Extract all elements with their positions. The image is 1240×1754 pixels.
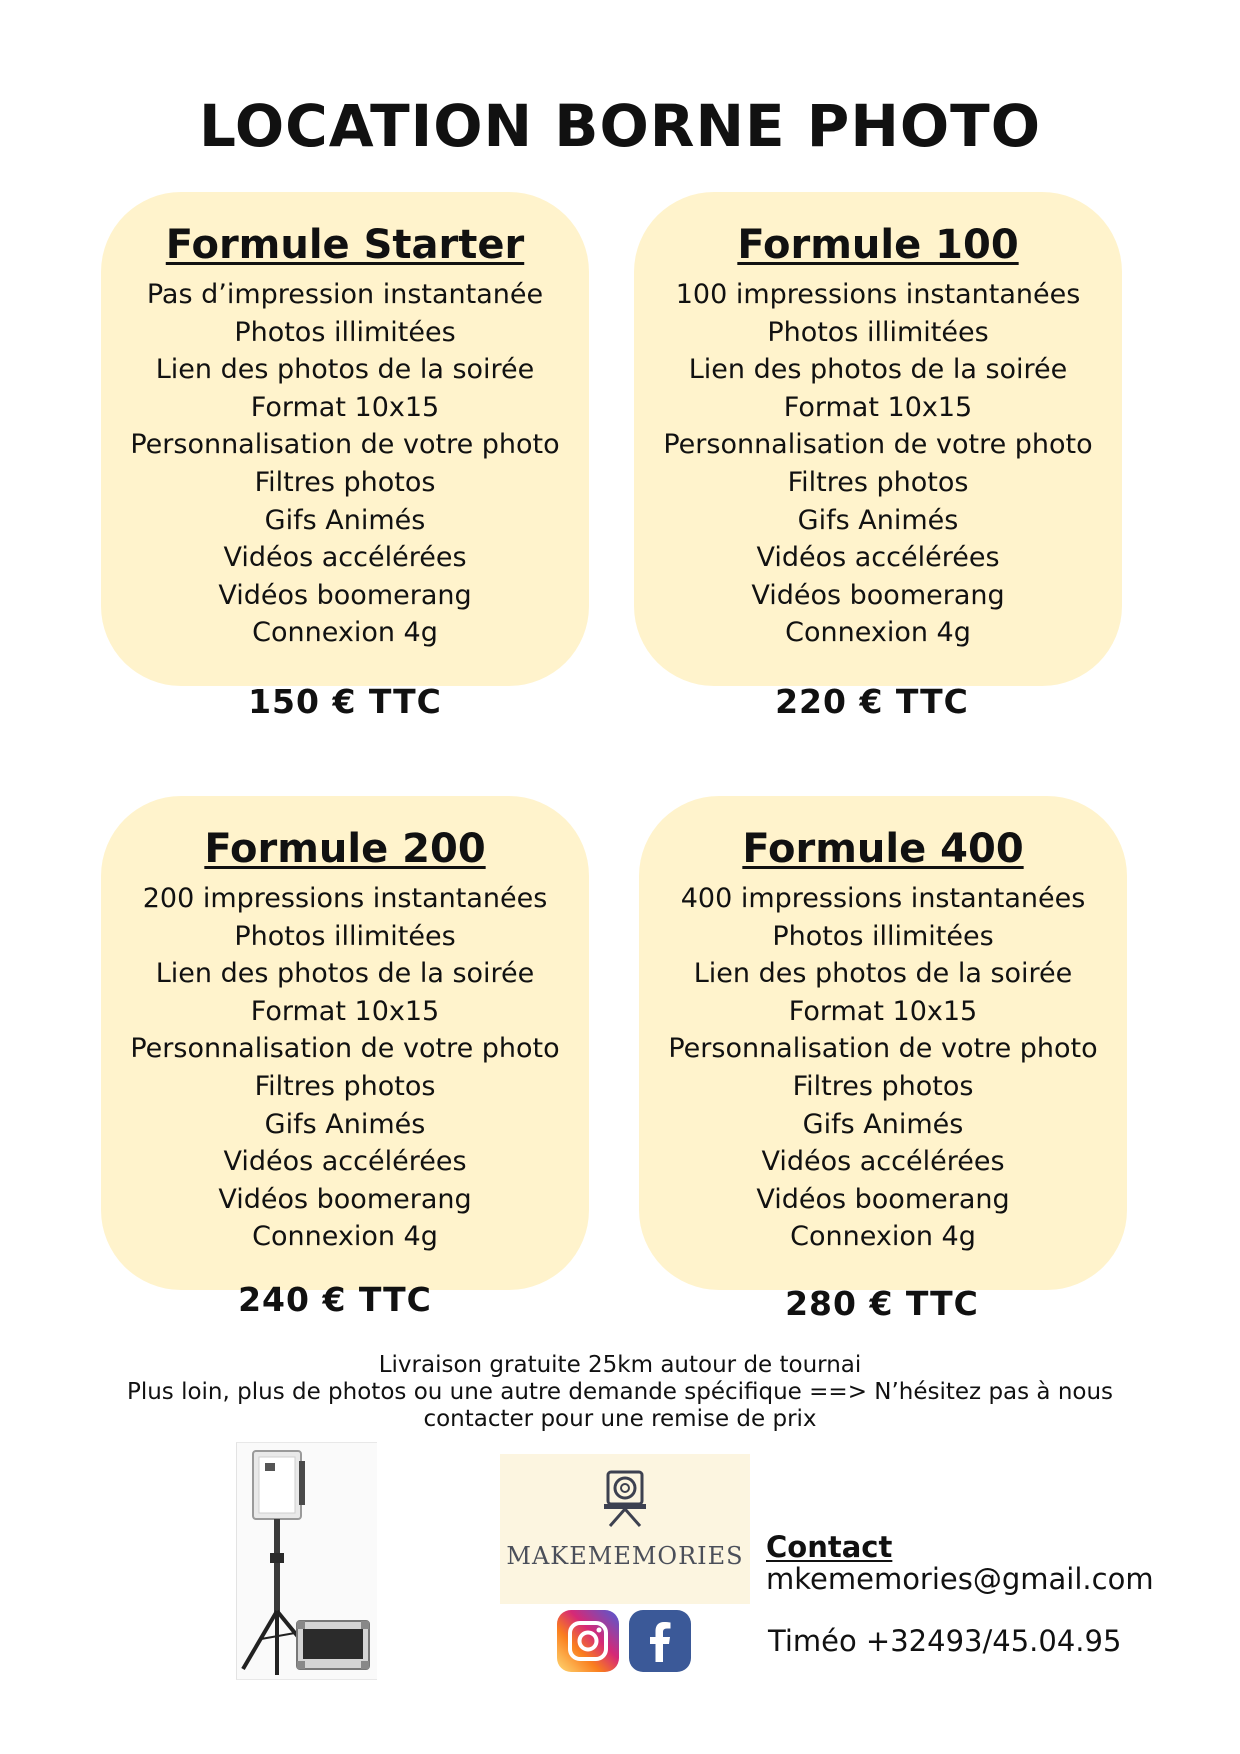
facebook-icon[interactable] bbox=[629, 1610, 691, 1672]
feature-item: 100 impressions instantanées bbox=[675, 279, 1081, 310]
feature-item: Filtres photos bbox=[254, 466, 436, 498]
feature-item: Format 10x15 bbox=[783, 391, 973, 423]
formula-title: Formule 200 bbox=[204, 826, 486, 872]
feature-item: Photos illimitées bbox=[234, 316, 456, 348]
notes-line: contacter pour une remise de prix bbox=[423, 1406, 817, 1432]
feature-item: Personnalisation de votre photo bbox=[668, 1033, 1098, 1065]
feature-item: Format 10x15 bbox=[250, 995, 440, 1027]
camera-icon bbox=[598, 1466, 652, 1528]
feature-item: Lien des photos de la soirée bbox=[155, 354, 535, 386]
feature-item: Filtres photos bbox=[792, 1070, 974, 1102]
formula-price: 150 € TTC bbox=[248, 682, 442, 721]
feature-item: Photos illimitées bbox=[767, 316, 989, 348]
feature-item: Vidéos boomerang bbox=[751, 579, 1005, 611]
feature-item: Gifs Animés bbox=[797, 504, 959, 536]
feature-item: Gifs Animés bbox=[802, 1108, 964, 1140]
feature-item: Lien des photos de la soirée bbox=[693, 958, 1073, 990]
page-title: LOCATION BORNE PHOTO bbox=[198, 92, 1042, 160]
formula-title: Formule 400 bbox=[742, 826, 1024, 872]
delivery-notes bbox=[0, 1352, 1240, 1433]
feature-item: Format 10x15 bbox=[788, 995, 978, 1027]
feature-item: Connexion 4g bbox=[252, 1221, 438, 1253]
feature-list bbox=[629, 880, 1137, 1256]
contact-heading: Contact bbox=[766, 1530, 893, 1564]
feature-item: Personnalisation de votre photo bbox=[663, 429, 1093, 461]
feature-item: Vidéos boomerang bbox=[756, 1183, 1010, 1215]
formula-title: Formule Starter bbox=[165, 222, 525, 268]
feature-item: Vidéos accélérées bbox=[223, 542, 467, 574]
logo-text: MAKEMEMORIES bbox=[506, 1542, 744, 1570]
feature-item: Format 10x15 bbox=[250, 391, 440, 423]
feature-item: Filtres photos bbox=[787, 466, 969, 498]
contact-phone[interactable]: Timéo +32493/45.04.95 bbox=[768, 1624, 1122, 1658]
formula-card-400 bbox=[639, 796, 1127, 1290]
feature-item: Pas d’impression instantanée bbox=[146, 279, 544, 310]
feature-item: Lien des photos de la soirée bbox=[155, 958, 535, 990]
feature-item: Gifs Animés bbox=[264, 504, 426, 536]
feature-list bbox=[624, 276, 1132, 652]
formula-card-starter bbox=[101, 192, 589, 686]
feature-item: Vidéos boomerang bbox=[218, 579, 472, 611]
instagram-icon[interactable] bbox=[557, 1610, 619, 1672]
brand-logo bbox=[500, 1454, 750, 1604]
formula-card-200 bbox=[101, 796, 589, 1290]
formula-price: 280 € TTC bbox=[785, 1284, 979, 1323]
formula-title: Formule 100 bbox=[737, 222, 1019, 268]
feature-item: Gifs Animés bbox=[264, 1108, 426, 1140]
feature-item: 400 impressions instantanées bbox=[680, 883, 1086, 914]
feature-item: Connexion 4g bbox=[252, 617, 438, 649]
feature-item: Personnalisation de votre photo bbox=[130, 429, 560, 461]
feature-item: Personnalisation de votre photo bbox=[130, 1033, 560, 1065]
feature-item: Vidéos accélérées bbox=[223, 1146, 467, 1178]
formula-card-100 bbox=[634, 192, 1122, 686]
feature-item: Vidéos boomerang bbox=[218, 1183, 472, 1215]
feature-list bbox=[91, 276, 599, 652]
feature-item: Connexion 4g bbox=[785, 617, 971, 649]
contact-email[interactable]: mkememories@gmail.com bbox=[766, 1562, 1154, 1596]
notes-line: Livraison gratuite 25km autour de tournai bbox=[378, 1352, 862, 1378]
feature-item: Photos illimitées bbox=[772, 920, 994, 952]
feature-item: Filtres photos bbox=[254, 1070, 436, 1102]
feature-item: Photos illimitées bbox=[234, 920, 456, 952]
formula-price: 220 € TTC bbox=[775, 682, 969, 721]
feature-item: Connexion 4g bbox=[790, 1221, 976, 1253]
feature-item: Lien des photos de la soirée bbox=[688, 354, 1068, 386]
formula-price: 240 € TTC bbox=[238, 1280, 432, 1319]
feature-item: Vidéos accélérées bbox=[756, 542, 1000, 574]
notes-line: Plus loin, plus de photos ou une autre demande spécifique ==> N’hésitez pas à nous bbox=[126, 1379, 1114, 1405]
photo-booth-image bbox=[236, 1442, 377, 1680]
feature-item: 200 impressions instantanées bbox=[142, 883, 548, 914]
feature-item: Vidéos accélérées bbox=[761, 1146, 1005, 1178]
feature-list bbox=[91, 880, 599, 1256]
